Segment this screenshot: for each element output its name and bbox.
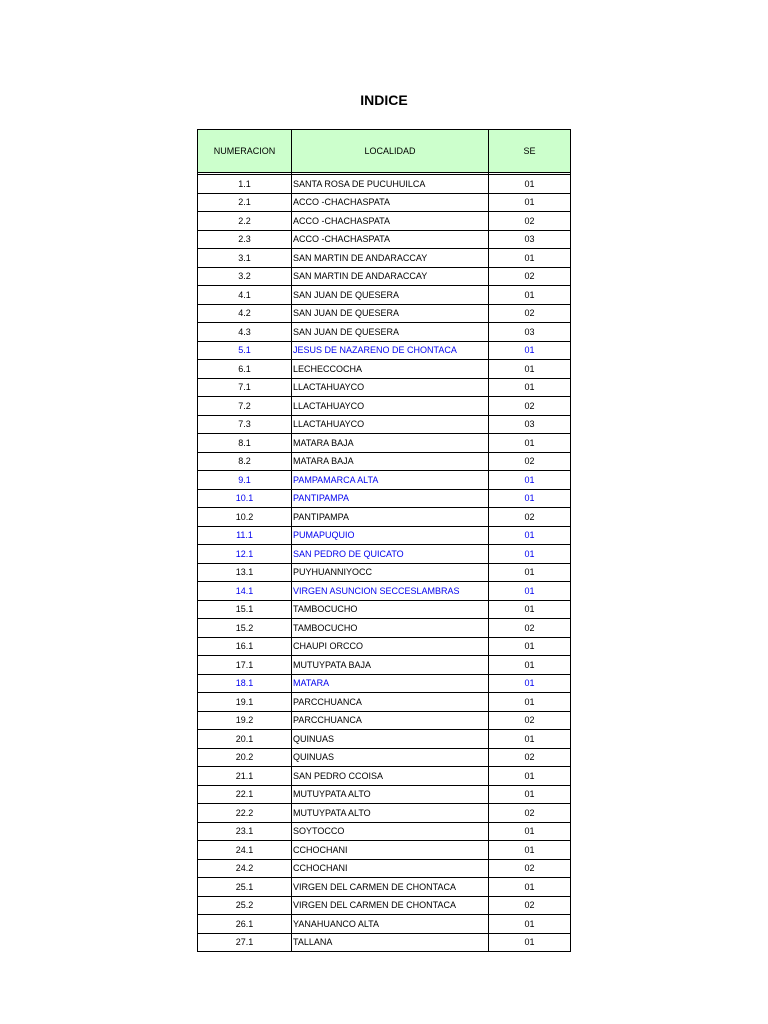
row-localidad: PARCCHUANCA [292, 693, 489, 712]
table-row [198, 822, 571, 841]
row-localidad: MUTUYPATA BAJA [292, 656, 489, 675]
row-numeracion: 2.2 [198, 212, 292, 231]
row-localidad: LLACTAHUAYCO [292, 378, 489, 397]
row-se: 01 [489, 286, 571, 305]
row-se: 01 [489, 526, 571, 545]
row-numeracion: 22.1 [198, 785, 292, 804]
row-localidad: SANTA ROSA DE PUCUHUILCA [292, 175, 489, 194]
row-numeracion: 10.1 [198, 489, 292, 508]
row-se: 02 [489, 397, 571, 416]
row-localidad: MATARA BAJA [292, 434, 489, 453]
row-se: 02 [489, 859, 571, 878]
table-row [198, 508, 571, 527]
row-se: 01 [489, 767, 571, 786]
row-numeracion: 24.2 [198, 859, 292, 878]
row-localidad: SOYTOCCO [292, 822, 489, 841]
row-se: 02 [489, 804, 571, 823]
row-se: 01 [489, 378, 571, 397]
table-row [198, 489, 571, 508]
row-se: 01 [489, 878, 571, 897]
row-numeracion: 2.3 [198, 230, 292, 249]
table-row [198, 434, 571, 453]
row-numeracion: 1.1 [198, 175, 292, 194]
row-localidad: MUTUYPATA ALTO [292, 804, 489, 823]
row-numeracion: 24.1 [198, 841, 292, 860]
table-row [198, 693, 571, 712]
row-localidad: JESUS DE NAZARENO DE CHONTACA [292, 341, 489, 360]
row-se: 01 [489, 600, 571, 619]
row-se: 01 [489, 489, 571, 508]
table-row [198, 582, 571, 601]
row-numeracion: 23.1 [198, 822, 292, 841]
table-row [198, 878, 571, 897]
row-numeracion: 2.1 [198, 193, 292, 212]
row-se: 01 [489, 360, 571, 379]
row-numeracion: 4.2 [198, 304, 292, 323]
table-row [198, 785, 571, 804]
row-se: 01 [489, 915, 571, 934]
row-numeracion: 22.2 [198, 804, 292, 823]
row-numeracion: 14.1 [198, 582, 292, 601]
table-row [198, 637, 571, 656]
row-se: 02 [489, 304, 571, 323]
row-localidad: ACCO -CHACHASPATA [292, 193, 489, 212]
row-numeracion: 21.1 [198, 767, 292, 786]
row-numeracion: 7.1 [198, 378, 292, 397]
table-row [198, 933, 571, 952]
table-row [198, 212, 571, 231]
table-row [198, 767, 571, 786]
row-numeracion: 19.1 [198, 693, 292, 712]
row-numeracion: 25.1 [198, 878, 292, 897]
row-localidad: TAMBOCUCHO [292, 619, 489, 638]
row-localidad: VIRGEN DEL CARMEN DE CHONTACA [292, 896, 489, 915]
row-numeracion: 10.2 [198, 508, 292, 527]
row-numeracion: 17.1 [198, 656, 292, 675]
header-se: SE [489, 130, 571, 173]
table-row [198, 341, 571, 360]
row-se: 01 [489, 693, 571, 712]
row-numeracion: 15.2 [198, 619, 292, 638]
row-localidad: SAN MARTIN DE ANDARACCAY [292, 249, 489, 268]
row-localidad: CHAUPI ORCCO [292, 637, 489, 656]
table-row [198, 711, 571, 730]
row-se: 02 [489, 748, 571, 767]
row-localidad: PANTIPAMPA [292, 508, 489, 527]
table-row [198, 415, 571, 434]
table-row [198, 304, 571, 323]
row-se: 03 [489, 415, 571, 434]
row-numeracion: 16.1 [198, 637, 292, 656]
table-row [198, 397, 571, 416]
row-se: 02 [489, 619, 571, 638]
row-se: 01 [489, 545, 571, 564]
table-row [198, 730, 571, 749]
table-row [198, 859, 571, 878]
row-localidad: SAN JUAN DE QUESERA [292, 323, 489, 342]
table-row [198, 193, 571, 212]
row-se: 01 [489, 582, 571, 601]
row-localidad: CCHOCHANI [292, 859, 489, 878]
table-row [198, 267, 571, 286]
row-localidad: PARCCHUANCA [292, 711, 489, 730]
row-se: 02 [489, 212, 571, 231]
row-se: 01 [489, 785, 571, 804]
table-row [198, 748, 571, 767]
table-row [198, 656, 571, 675]
table-row [198, 526, 571, 545]
table-row [198, 249, 571, 268]
row-se: 02 [489, 896, 571, 915]
header-numeracion: NUMERACION [198, 130, 292, 173]
row-localidad: VIRGEN ASUNCION SECCESLAMBRAS [292, 582, 489, 601]
row-numeracion: 3.2 [198, 267, 292, 286]
header-localidad: LOCALIDAD [292, 130, 489, 173]
row-se: 01 [489, 434, 571, 453]
table-body [198, 173, 571, 952]
row-localidad: MATARA [292, 674, 489, 693]
table-row [198, 471, 571, 490]
row-se: 01 [489, 341, 571, 360]
row-localidad: VIRGEN DEL CARMEN DE CHONTACA [292, 878, 489, 897]
table-row [198, 175, 571, 194]
row-localidad: QUINUAS [292, 730, 489, 749]
table-row [198, 841, 571, 860]
row-numeracion: 20.2 [198, 748, 292, 767]
row-localidad: YANAHUANCO ALTA [292, 915, 489, 934]
row-se: 01 [489, 822, 571, 841]
row-localidad: LLACTAHUAYCO [292, 397, 489, 416]
row-localidad: SAN PEDRO CCOISA [292, 767, 489, 786]
row-localidad: SAN JUAN DE QUESERA [292, 304, 489, 323]
row-numeracion: 8.2 [198, 452, 292, 471]
row-numeracion: 12.1 [198, 545, 292, 564]
row-localidad: TALLANA [292, 933, 489, 952]
row-se: 01 [489, 563, 571, 582]
row-numeracion: 4.3 [198, 323, 292, 342]
row-se: 02 [489, 267, 571, 286]
row-se: 01 [489, 637, 571, 656]
header-row [198, 130, 571, 173]
row-numeracion: 6.1 [198, 360, 292, 379]
row-numeracion: 7.2 [198, 397, 292, 416]
row-numeracion: 15.1 [198, 600, 292, 619]
row-localidad: SAN PEDRO DE QUICATO [292, 545, 489, 564]
row-numeracion: 8.1 [198, 434, 292, 453]
row-se: 01 [489, 656, 571, 675]
row-numeracion: 20.1 [198, 730, 292, 749]
row-numeracion: 7.3 [198, 415, 292, 434]
row-se: 01 [489, 471, 571, 490]
table-row [198, 323, 571, 342]
row-numeracion: 18.1 [198, 674, 292, 693]
index-table [197, 129, 571, 952]
row-numeracion: 19.2 [198, 711, 292, 730]
row-localidad: TAMBOCUCHO [292, 600, 489, 619]
row-se: 01 [489, 193, 571, 212]
row-numeracion: 9.1 [198, 471, 292, 490]
row-numeracion: 5.1 [198, 341, 292, 360]
table-row [198, 230, 571, 249]
page-title: INDICE [360, 92, 408, 108]
row-localidad: ACCO -CHACHASPATA [292, 230, 489, 249]
row-localidad: PUMAPUQUIO [292, 526, 489, 545]
row-localidad: MATARA BAJA [292, 452, 489, 471]
table-header [198, 130, 571, 173]
row-se: 01 [489, 841, 571, 860]
row-numeracion: 4.1 [198, 286, 292, 305]
row-localidad: SAN MARTIN DE ANDARACCAY [292, 267, 489, 286]
row-localidad: MUTUYPATA ALTO [292, 785, 489, 804]
table-row [198, 619, 571, 638]
row-numeracion: 13.1 [198, 563, 292, 582]
table-row [198, 915, 571, 934]
row-localidad: SAN JUAN DE QUESERA [292, 286, 489, 305]
row-numeracion: 25.2 [198, 896, 292, 915]
row-se: 01 [489, 175, 571, 194]
table-row [198, 545, 571, 564]
table-row [198, 378, 571, 397]
row-localidad: ACCO -CHACHASPATA [292, 212, 489, 231]
row-se: 02 [489, 508, 571, 527]
table-row [198, 896, 571, 915]
row-se: 02 [489, 711, 571, 730]
row-localidad: QUINUAS [292, 748, 489, 767]
table-row [198, 360, 571, 379]
table-row [198, 452, 571, 471]
row-numeracion: 11.1 [198, 526, 292, 545]
row-localidad: PUYHUANNIYOCC [292, 563, 489, 582]
table-row [198, 286, 571, 305]
row-localidad: PAMPAMARCA ALTA [292, 471, 489, 490]
row-se: 01 [489, 933, 571, 952]
row-numeracion: 26.1 [198, 915, 292, 934]
table-row [198, 600, 571, 619]
row-se: 02 [489, 452, 571, 471]
row-se: 01 [489, 730, 571, 749]
row-se: 03 [489, 323, 571, 342]
row-localidad: CCHOCHANI [292, 841, 489, 860]
row-localidad: LECHECCOCHA [292, 360, 489, 379]
row-numeracion: 27.1 [198, 933, 292, 952]
row-localidad: LLACTAHUAYCO [292, 415, 489, 434]
row-se: 01 [489, 249, 571, 268]
table-row [198, 674, 571, 693]
table-row [198, 804, 571, 823]
row-se: 01 [489, 674, 571, 693]
row-numeracion: 3.1 [198, 249, 292, 268]
row-se: 03 [489, 230, 571, 249]
table-row [198, 563, 571, 582]
row-localidad: PANTIPAMPA [292, 489, 489, 508]
